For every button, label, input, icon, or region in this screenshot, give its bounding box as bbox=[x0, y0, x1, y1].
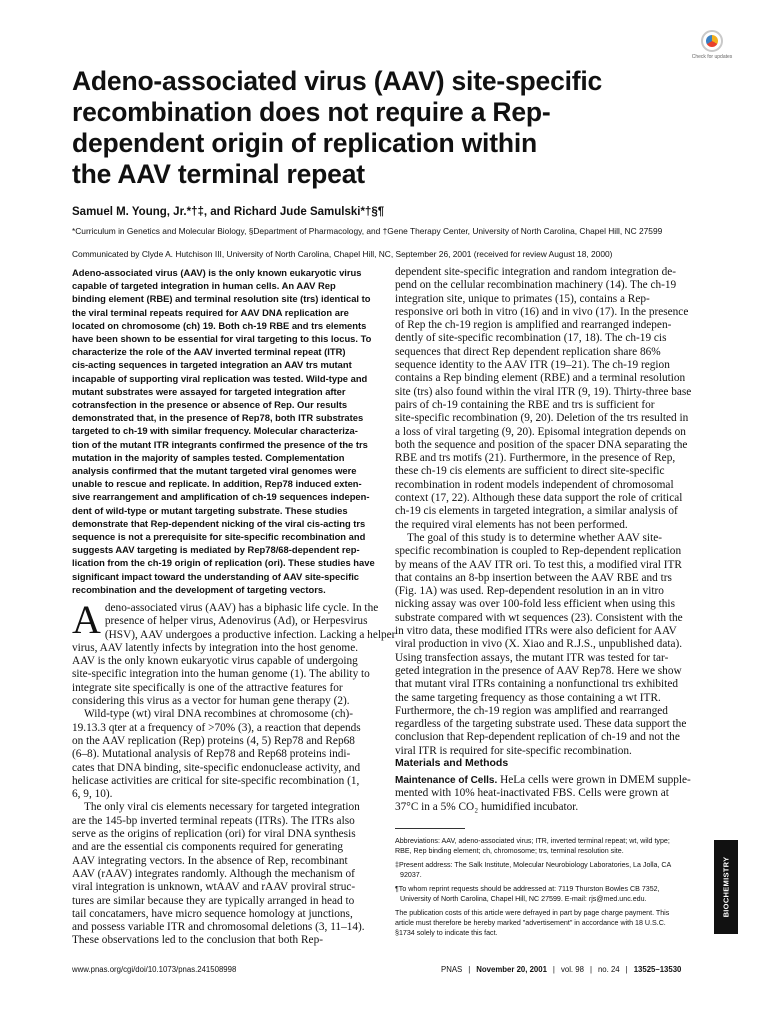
paragraph-line: site (trs) also found within the viral ITR (9, 19). Thirty-three base bbox=[395, 385, 692, 398]
paragraph-line: tail concatamers, have micro sequence homology at junctions, bbox=[72, 907, 353, 920]
paragraph-line: cotransfection in the presence or absence of Rep. Our results bbox=[72, 399, 348, 411]
paragraph-line: viral production in vivo (X. Xiao and R.J.S., unpublished data). bbox=[395, 638, 683, 651]
paragraph-line: targeted to ch-19 with similar frequency. Molecular characteriza- bbox=[72, 425, 358, 437]
footnote-publication-costs bbox=[395, 908, 703, 938]
paragraph-line: sequence is not a prerequisite for site-specific recombination and bbox=[72, 531, 366, 543]
paragraph-line: 37°C in a 5% CO₂ humidified incubator. bbox=[395, 800, 579, 813]
check-for-updates-icon bbox=[701, 30, 723, 52]
paragraph-line: AAV integrating vectors. In the absence of Rep, recombinant bbox=[72, 854, 348, 867]
paragraph-line: recombination in rodent models independent of chromosomal bbox=[395, 478, 674, 491]
paragraph-line: (6–8). Mutational analysis of Rep78 and Rep68 proteins indi- bbox=[72, 748, 351, 761]
paragraph-line: are the 145-bp inverted terminal repeats (ITRs). The ITRs also bbox=[72, 814, 355, 827]
paragraph-line: site-specific integration into the human genome (1). The ability to bbox=[72, 668, 370, 681]
paragraph-line: mented with 10% heat-inactivated FBS. Cells were grown at bbox=[395, 787, 669, 800]
paragraph-line: the same targeting frequency as those containing a wt ITR. bbox=[395, 691, 661, 704]
paragraph-line: capable of targeted integration in human cells. An AAV Rep bbox=[72, 280, 336, 292]
footnote-line: article must therefore be hereby marked "advertisement" in accordance with 18 U.S.C. bbox=[395, 919, 666, 927]
paragraph-line: demonstrated that, in the presence of Rep78, both ITR substrates bbox=[72, 412, 364, 424]
paragraph-line: The goal of this study is to determine whether AAV site- bbox=[407, 531, 662, 544]
footnote-line: The publication costs of this article were defrayed in part by page charge payment. This bbox=[395, 909, 670, 917]
paragraph-line: tion of the mutant ITR integrants confirmed the presence of the trs bbox=[72, 438, 368, 450]
communicated-by: Communicated by Clyde A. Hutchison III, University of North Carolina, Chapel Hill, NC, September 26, 2001 (received for review August 18, 2000) bbox=[72, 249, 613, 259]
paragraph-line: responsive ori both in vitro (16) and in vivo (17). In the presence bbox=[395, 305, 689, 318]
paragraph-line: sive rearrangement and amplification of ch-19 sequences indepen- bbox=[72, 491, 370, 503]
paragraph-line: considering this virus as a vector for human gene therapy (2). bbox=[72, 695, 350, 708]
paragraph-line: of Rep the ch-19 region is amplified and rearranged indepen- bbox=[395, 319, 672, 332]
paragraph-line: HeLa cells were grown in DMEM supple- bbox=[497, 774, 691, 786]
paragraph-line: sequence identity to the AAV ITR (19–21). The ch-19 region bbox=[395, 359, 670, 372]
introduction-left-column bbox=[72, 597, 396, 948]
paragraph-line: unable to rescue and replicate. In addition, Rep78 induced exten- bbox=[72, 478, 362, 490]
paragraph-line: located on chromosome (ch) 19. Both ch-19 RBE and trs elements bbox=[72, 319, 367, 331]
footnote-present-address bbox=[395, 860, 703, 880]
paragraph-line: dently of site-specific recombination (17, 18). The ch-19 cis bbox=[395, 332, 667, 345]
paragraph-line: viral integration is unknown, wtAAV and rAAV proviral struc- bbox=[72, 881, 356, 894]
paragraph-line: the viral terminal repeats required for AAV DNA replication are bbox=[72, 306, 349, 318]
paragraph-line: mutation in the majority of samples tested. Complementation bbox=[72, 451, 345, 463]
paragraph-line: viral ITR is required for site-specific recombination. bbox=[395, 744, 632, 757]
paragraph-line: AAV (rAAV) integrates randomly. Although the mechanism of bbox=[72, 867, 355, 880]
section-tab-label: BIOCHEMISTRY bbox=[721, 856, 731, 918]
badge-label: Check for updates bbox=[691, 54, 733, 60]
footnote-line: Abbreviations: AAV, adeno-associated virus; ITR, inverted terminal repeat; wt, wild type; bbox=[395, 837, 670, 845]
paragraph-line: a loss of viral targeting (9, 20). Episomal integration depends on bbox=[395, 425, 686, 438]
journal-name: PNAS bbox=[441, 965, 463, 974]
paragraph-line: and possess variable ITR and chromosomal deletions (3, 11–14). bbox=[72, 921, 365, 934]
paragraph-line: These observations led to the conclusion that both Rep- bbox=[72, 934, 323, 947]
paragraph-line: integrate site specifically is one of the attractive features for bbox=[72, 681, 343, 694]
paragraph-line: presence of helper virus, Adenovirus (Ad), or Herpesvirus bbox=[104, 615, 368, 628]
paragraph-line: lication from the ch-19 origin of replication (ori). These studies have bbox=[72, 557, 375, 569]
author-list: Samuel M. Young, Jr.*†‡, and Richard Jude Samulski*†§¶ bbox=[72, 206, 385, 218]
paragraph-line: Adeno-associated virus (AAV) is the only known eukaryotic virus bbox=[72, 267, 362, 278]
footnote-abbreviations bbox=[395, 836, 703, 856]
paragraph-line: pairs of ch-19 containing the RBE and trs is sufficient for bbox=[395, 398, 655, 411]
paragraph-line: RBE and trs motifs (21). Furthermore, in the presence of Rep, bbox=[395, 452, 676, 465]
paragraph-line: significant impact toward the understanding of AAV site-specific bbox=[72, 570, 360, 582]
footnote-line: University of North Carolina, Chapel Hill, NC 27599. E-mail: rjs@med.unc.edu. bbox=[400, 895, 647, 903]
paragraph-line: both the sequence and position of the spacer DNA separating the bbox=[395, 438, 688, 451]
footnote-line: §1734 solely to indicate this fact. bbox=[395, 929, 498, 937]
paragraph-line: these ch-19 cis elements are sufficient to direct site-specific bbox=[395, 465, 665, 478]
issue-date: November 20, 2001 bbox=[476, 965, 547, 974]
paragraph-line: contains a Rep binding element (RBE) and a terminal resolution bbox=[395, 372, 686, 385]
paragraph-line: ch-19 cis elements in targeted integration, a similar analysis of bbox=[395, 505, 678, 518]
paragraph-line: site-specific recombination (9, 20). Deletion of the trs resulted in bbox=[395, 412, 689, 425]
paragraph-line: The only viral cis elements necessary for targeted integration bbox=[84, 801, 360, 814]
paragraph-line: that mutant viral ITRs containing a nonfunctional trs exhibited bbox=[395, 678, 678, 691]
paragraph-line: demonstrate that Rep-dependent nicking of the viral cis-acting trs bbox=[72, 517, 366, 529]
paragraph-line: incapable of supporting viral replication was tested. Wild-type and bbox=[72, 372, 368, 384]
affiliations: *Curriculum in Genetics and Molecular Biology, §Department of Pharmacology, and †Gene Therapy Center, University of North Carolina, Chapel Hill, NC 27599 bbox=[72, 226, 663, 236]
paragraph-line: specific recombination is coupled to Rep-dependent replication bbox=[395, 545, 682, 558]
paragraph-line: by means of the AAV ITR ori. To test this, a modified viral ITR bbox=[395, 558, 682, 571]
footnote-rule bbox=[395, 828, 465, 829]
footnote-line: ¶To whom reprint requests should be addressed at: 7119 Thurston Bowles CB 7352, bbox=[395, 885, 660, 893]
paragraph-line: sequences that direct Rep dependent replication share 86% bbox=[395, 345, 661, 358]
footnote-line: 92037. bbox=[400, 871, 422, 879]
paragraph-line: that contains an 8-bp insertion between the AAV RBE and trs bbox=[395, 571, 672, 584]
paragraph-line: on the AAV replication (Rep) proteins (4, 5) Rep78 and Rep68 bbox=[72, 734, 355, 747]
paragraph-line: substrate compared with wt sequences (23). Consistent with the bbox=[395, 611, 683, 624]
page-range: 13525–13530 bbox=[633, 965, 682, 974]
paragraph-line: binding element (RBE) and terminal resolution site (trs) identical to bbox=[72, 293, 371, 305]
paragraph-line: (HSV), AAV undergoes a productive infection. Lacking a helper bbox=[104, 628, 396, 641]
paragraph-line: pend on the cellular recombination machinery (14). The ch-19 bbox=[395, 279, 677, 292]
paragraph-line: Furthermore, the ch-19 region was amplified and rearranged bbox=[395, 704, 668, 717]
paragraph-line: mutant substrates were assayed for targeted integration after bbox=[72, 385, 346, 397]
paragraph-line: virus, AAV latently infects by integration into the host genome. bbox=[72, 641, 359, 654]
title-line: dependent origin of replication within bbox=[72, 128, 537, 158]
paragraph-line: in vitro data, these modified ITRs were also deficient for AAV bbox=[395, 625, 677, 638]
paragraph-line: integration site, unique to primates (15), contains a Rep- bbox=[395, 292, 650, 305]
title-line: the AAV terminal repeat bbox=[72, 159, 365, 189]
paragraph-line: characterize the role of the AAV inverted terminal repeat (ITR) bbox=[72, 346, 346, 358]
section-heading-methods: Materials and Methods bbox=[395, 757, 509, 769]
abstract bbox=[72, 266, 376, 596]
footnote-line: ‡Present address: The Salk Institute, Molecular Neurobiology Laboratories, La Jolla, CA bbox=[395, 861, 672, 869]
paragraph-line: geted integration in the presence of AAV Rep78. Here we show bbox=[395, 664, 682, 677]
paragraph-line: and are the essential cis components required for generating bbox=[72, 841, 344, 854]
paragraph-line: 6, 9, 10). bbox=[72, 788, 113, 801]
maintenance-of-cells-paragraph bbox=[395, 774, 697, 814]
paragraph-line: analysis confirmed that the mutant targeted viral genomes were bbox=[72, 465, 357, 477]
subsection-heading: Maintenance of Cells. bbox=[395, 775, 498, 786]
paragraph-line: context (17, 22). Although these data support the role of critical bbox=[395, 492, 683, 505]
journal-footer: PNAS | November 20, 2001 | vol. 98 | no. 24 | 13525–13530 bbox=[441, 965, 682, 974]
paragraph-line: nicking assay was over 100-fold less efficient when using this bbox=[395, 598, 675, 611]
paragraph-line: serve as the origins of replication (ori) for viral DNA synthesis bbox=[72, 828, 356, 841]
issue-number: no. 24 bbox=[597, 965, 620, 974]
drop-cap: A bbox=[72, 597, 101, 642]
paragraph-line: dent of wild-type or mutant targeting substrate. These studies bbox=[72, 504, 348, 516]
paragraph-line: Using transfection assays, the mutant ITR was tested for tar- bbox=[395, 651, 669, 664]
introduction-right-column bbox=[395, 266, 697, 758]
paragraph-line: AAV is the only known eukaryotic virus capable of undergoing bbox=[72, 655, 358, 668]
paragraph-line: Wild-type (wt) viral DNA recombines at chromosome (ch)- bbox=[84, 708, 354, 721]
section-tab bbox=[714, 840, 738, 934]
footnote-reprint-requests bbox=[395, 884, 703, 904]
paragraph-line: cis-acting sequences in targeted integration an AAV trs mutant bbox=[72, 359, 352, 371]
title-line: recombination does not require a Rep- bbox=[72, 97, 551, 127]
paragraph-line: conclusion that Rep-dependent replication of ch-19 and not the bbox=[395, 731, 680, 744]
title-line: Adeno-associated virus (AAV) site-specific bbox=[72, 66, 603, 96]
paragraph-line: suggests AAV targeting is mediated by Rep78/68-dependent rep- bbox=[72, 544, 360, 556]
doi-link[interactable]: www.pnas.org/cgi/doi/10.1073/pnas.241508998 bbox=[72, 965, 237, 974]
check-for-updates-badge[interactable] bbox=[690, 30, 734, 70]
volume: vol. 98 bbox=[560, 965, 584, 974]
footnote-line: RBE, Rep binding element; ch, chromosome; trs, terminal resolution site. bbox=[395, 847, 624, 855]
paragraph-line: the required viral elements has not been performed. bbox=[395, 518, 628, 531]
paragraph-line: dependent site-specific integration and random integration de- bbox=[395, 266, 677, 278]
paragraph-line: 19.13.3 qter at a frequency of >70% (3), a reaction that depends bbox=[72, 721, 361, 734]
paragraph-line: cates that DNA binding, site-specific endonuclease activity, and bbox=[72, 761, 361, 774]
paragraph-line: deno-associated virus (AAV) has a biphasic life cycle. In the bbox=[104, 602, 379, 614]
paragraph-line: regardless of the targeting substrate used. These data support the bbox=[395, 718, 687, 731]
paragraph-line: tures are similar because they are typically arranged in head to bbox=[72, 894, 355, 907]
paragraph-line: recombination and the development of targeting vectors. bbox=[72, 583, 326, 595]
article-title bbox=[72, 66, 632, 190]
paragraph-line: have been shown to be essential for viral targeting to this locus. To bbox=[72, 333, 372, 345]
footnotes bbox=[395, 836, 703, 942]
paragraph-line: (Fig. 1A) was used. Rep-dependent resolution in an in vitro bbox=[395, 585, 664, 598]
paragraph-line: helicase activities are critical for site-specific recombination (1, bbox=[72, 774, 360, 787]
